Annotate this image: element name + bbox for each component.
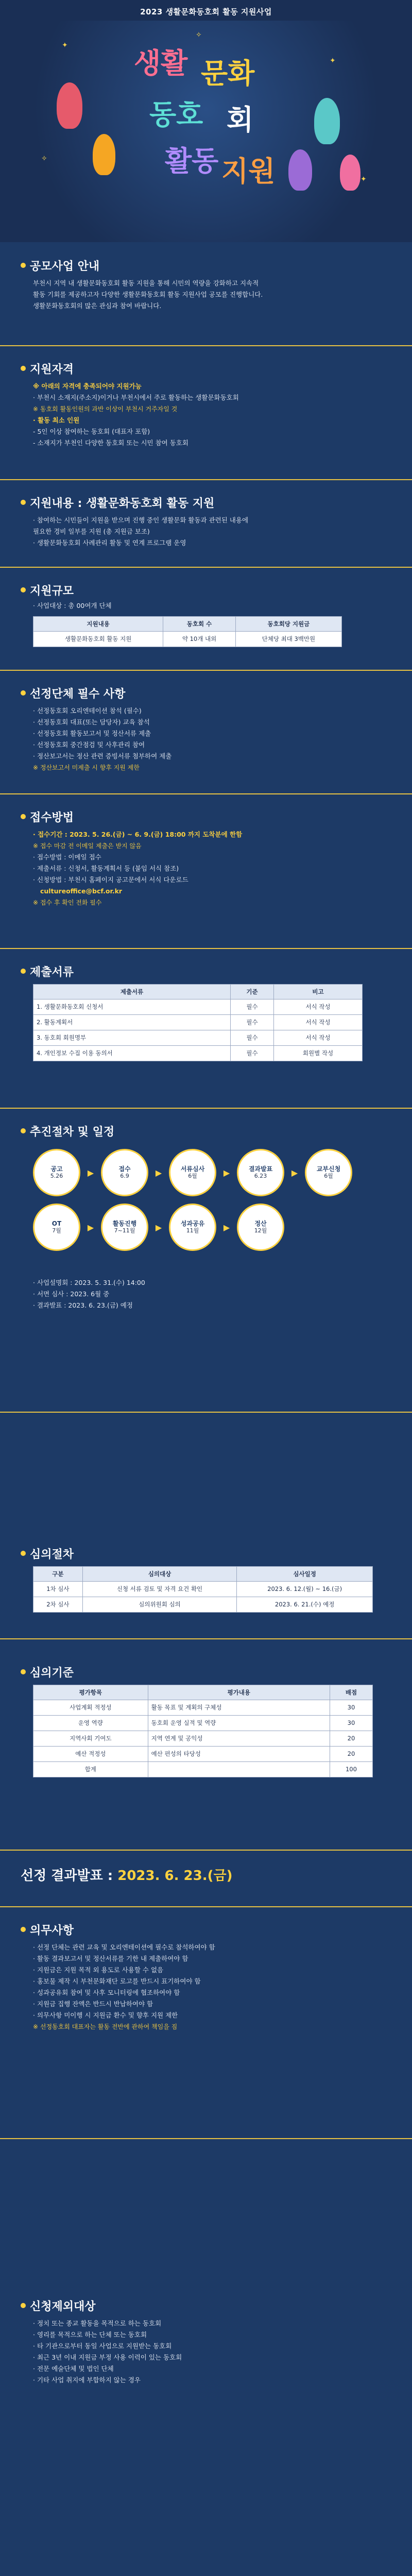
- process-step: 활동진행 7~11월: [101, 1204, 148, 1251]
- section-body: · 접수기간 : 2023. 5. 26.(금) ~ 6. 9.(금) 18:00 까지 도착분에 한함 ※ 접수 마감 전 이메일 제출은 받지 않음 · 접수방법 : 이메일 접수 · 제출서류 : 신청서, 활동계획서 등 (붙임 서식 참조) · 신청방법 : 부천시 홈페이지 공고문에서 서식 다운로드 cultureoffice@bcf.or.kr ※ 접수 후 확인 전화 필수: [33, 829, 383, 909]
- section-body: · 선정동호회 오리엔테이션 참석 (필수) · 선정동호회 대표(또는 담당자) 교육 참석 · 선정동호회 활동보고서 및 정산서류 제출 · 선정동호회 중간점검 및 사후관리 참여 · 정산보고서는 정산 관련 증빙서류 첨부하여 제출 ※ 정산보고서 미제출 시 향후 지원 제한: [33, 707, 172, 771]
- hero-title-word: 회: [227, 103, 254, 136]
- dancer-illustration: [314, 98, 340, 144]
- star-icon: ✦: [330, 57, 336, 65]
- section-body: 부천시 지역 내 생활문화동호회 활동 지원을 통해 시민의 역량을 강화하고 지속적 활동 기회를 제공하고자 다양한 생활문화동호회 활동 지원사업 공모를 진행합니다. 생활문화동호회의 많은 관심과 참여 바랍니다.: [33, 279, 263, 310]
- contact-email-link[interactable]: cultureoffice@bcf.or.kr: [40, 887, 123, 895]
- section-application: [0, 809, 412, 943]
- section-body: · 참여하는 시민들이 지원을 받으며 진행 중인 생활문화 활동과 관련된 내용에 필요한 경비 일부를 지원 (총 지원금 보조) · 생활문화동호회 사례관리 활동 및 연계 프로그램 운영: [33, 516, 249, 547]
- section-obligations: [0, 1922, 412, 2138]
- table-row: 예산 적정성 예산 편성의 타당성 20: [33, 1747, 373, 1762]
- section-title: 지원자격: [30, 363, 74, 376]
- table-row: 3. 동호회 회원명부 필수 서식 작성: [33, 1030, 363, 1046]
- table-header-row: 지원내용 동호회 수 동호회당 지원금: [33, 617, 342, 632]
- table-row: 1. 생활문화동호회 신청서 필수 서식 작성: [33, 999, 363, 1015]
- table-row: 사업계획 적정성 활동 목표 및 계획의 구체성 30: [33, 1700, 373, 1716]
- star-icon: ✧: [41, 155, 47, 163]
- star-icon: ✦: [62, 41, 68, 49]
- hero-top-label: 2023 생활문화동호회 활동 지원사업: [140, 7, 272, 16]
- section-requirements: [0, 685, 412, 788]
- process-step: 서류심사 6월: [169, 1149, 216, 1196]
- section-support-scale: [0, 582, 412, 665]
- section-marker-icon: [21, 500, 26, 505]
- section-divider: [0, 1638, 412, 1639]
- process-step: 접수 6.9: [101, 1149, 148, 1196]
- section-divider: [0, 793, 412, 794]
- section-body: · 선정 단체는 관련 교육 및 오리엔테이션에 필수로 참석하여야 함 · 활동 결과보고서 및 정산서류를 기한 내 제출하여야 함 · 지원금은 지원 목적 외 용도로 사용할 수 없음 · 홍보물 제작 시 부천문화재단 로고를 반드시 표기하여야 함 · 성과공유회 참여 및 사후 모니터링에 협조하여야 함 · 지원금 집행 잔액은 반드시 반납하여야 함 · 의무사항 미이행 시 지원금 환수 및 향후 지원 제한 ※ 선정동호회 대표자는 활동 전반에 관하여 책임을 짐: [33, 1943, 215, 2030]
- star-icon: ✧: [196, 31, 202, 39]
- table-row: 4. 개인정보 수집 이용 동의서 필수 회원별 작성: [33, 1046, 363, 1061]
- section-eligibility: [0, 361, 412, 474]
- table-row: 2. 활동계획서 필수 서식 작성: [33, 1015, 363, 1030]
- documents-table: [33, 984, 363, 1061]
- hero-title-word: 생활: [134, 46, 188, 79]
- section-title: 심의절차: [30, 1548, 74, 1561]
- section-review-criteria: [0, 1664, 412, 1850]
- process-flow: [33, 1149, 383, 1251]
- arrow-right-icon: ▶: [291, 1167, 298, 1178]
- section-divider: [0, 670, 412, 671]
- review-procedure-table: [33, 1566, 373, 1613]
- section-marker-icon: [21, 366, 26, 371]
- process-step: 공고 5.26: [33, 1149, 80, 1196]
- hero-title-word: 동호: [149, 98, 203, 131]
- section-title: 추진절차 및 일정: [30, 1126, 115, 1139]
- process-step: 성과공유 11월: [169, 1204, 216, 1251]
- table-row: 1차 심사 신청 서류 검토 및 자격 요건 확인 2023. 6. 12.(월) ~ 16.(금): [33, 1582, 373, 1597]
- support-scale-table: [33, 616, 342, 647]
- dancer-illustration: [57, 82, 82, 129]
- section-body: · 사업대상 : 총 00여개 단체: [33, 602, 112, 609]
- arrow-right-icon: ▶: [87, 1167, 94, 1178]
- section-support-content: [0, 495, 412, 572]
- section-title: 공모사업 안내: [30, 260, 100, 273]
- process-step: 교부신청 6월: [305, 1149, 352, 1196]
- table-header-row: 구분 심의대상 심사일정: [33, 1567, 373, 1582]
- hero-title: [129, 36, 299, 201]
- section-title: 신청제외대상: [30, 2300, 96, 2313]
- arrow-right-icon: ▶: [155, 1222, 162, 1232]
- section-title: 제출서류: [30, 966, 74, 979]
- section-review-procedure: [0, 1546, 412, 1649]
- section-overview: [0, 258, 412, 345]
- review-criteria-table: [33, 1685, 373, 1777]
- section-title: 접수방법: [30, 811, 74, 824]
- dancer-illustration: [93, 134, 115, 175]
- section-title: 선정단체 필수 사항: [30, 688, 126, 701]
- section-marker-icon: [21, 1669, 26, 1674]
- hero-title-word: 문화: [201, 57, 255, 90]
- section-body: · 사업설명회 : 2023. 5. 31.(수) 14:00 · 서면 심사 : 2023. 6월 중 · 결과발표 : 2023. 6. 23.(금) 예정: [33, 1279, 145, 1309]
- hero-title-word: 지원: [221, 155, 276, 188]
- process-step: OT 7월: [33, 1204, 80, 1251]
- process-step: 정산 12월: [237, 1204, 284, 1251]
- section-marker-icon: [21, 814, 26, 819]
- section-divider: [0, 567, 412, 568]
- section-marker-icon: [21, 1927, 26, 1932]
- table-row: 생활문화동호회 활동 지원 약 10개 내외 단체당 최대 3백만원: [33, 632, 342, 647]
- table-header-row: 평가항목 평가내용 배점: [33, 1685, 373, 1700]
- section-title: 심의기준: [30, 1667, 74, 1680]
- section-exclusions: [0, 2298, 412, 2514]
- section-title: 지원규모: [30, 585, 74, 598]
- arrow-right-icon: ▶: [87, 1222, 94, 1232]
- arrow-right-icon: ▶: [223, 1222, 230, 1232]
- section-marker-icon: [21, 969, 26, 974]
- section-divider: [0, 1412, 412, 1413]
- section-divider: [0, 345, 412, 346]
- arrow-right-icon: ▶: [223, 1167, 230, 1178]
- result-announcement: 선정 결과발표 : 2023. 6. 23.(금): [21, 1868, 233, 1884]
- section-divider: [0, 1906, 412, 1907]
- section-divider: [0, 1108, 412, 1109]
- section-title: 지원내용 : 생활문화동호회 활동 지원: [30, 497, 215, 510]
- table-row: 2차 심사 심의위원회 심의 2023. 6. 21.(수) 예정: [33, 1597, 373, 1613]
- section-title: 의무사항: [30, 1924, 74, 1937]
- section-marker-icon: [21, 1551, 26, 1556]
- star-icon: ✦: [360, 175, 367, 183]
- section-divider: [0, 948, 412, 949]
- table-row: 운영 역량 동호회 운영 실적 및 역량 30: [33, 1716, 373, 1731]
- section-divider: [0, 2138, 412, 2139]
- section-body: ※ 아래의 자격에 충족되어야 지원가능 · 부천시 소재지(주소지)이거나 부천시에서 주로 활동하는 생활문화동호회 ※ 동호회 활동인원의 과반 이상이 부천시 거주자일 것 · 활동 최소 인원 - 5인 이상 참여하는 동호회 (대표자 포함) - 소재지가 부천인 다양한 동호회 또는 시민 참여 동호회: [33, 382, 239, 447]
- section-divider: [0, 479, 412, 480]
- hero-banner: [0, 0, 412, 242]
- table-total-row: 합계 100: [33, 1762, 373, 1777]
- process-step: 결과발표 6.23: [237, 1149, 284, 1196]
- arrow-right-icon: ▶: [155, 1167, 162, 1178]
- section-body: · 정치 또는 종교 활동을 목적으로 하는 동호회 · 영리를 목적으로 하는 단체 또는 동호회 · 타 기관으로부터 동일 사업으로 지원받는 동호회 · 최근 3년 이내 지원금 부정 사용 이력이 있는 동호회 · 전문 예술단체 및 법인 단체 · 기타 사업 취지에 부합하지 않는 경우: [33, 2319, 182, 2384]
- table-row: 지역사회 기여도 지역 연계 및 공익성 20: [33, 1731, 373, 1747]
- section-marker-icon: [21, 1128, 26, 1133]
- section-marker-icon: [21, 2303, 26, 2308]
- section-marker-icon: [21, 263, 26, 268]
- section-documents: [0, 963, 412, 1118]
- table-header-row: 제출서류 기준 비고: [33, 985, 363, 999]
- section-process: [0, 1123, 412, 1412]
- section-divider: [0, 1850, 412, 1851]
- section-marker-icon: [21, 587, 26, 592]
- section-marker-icon: [21, 690, 26, 696]
- dancer-illustration: [340, 155, 360, 191]
- hero-title-word: 활동: [165, 144, 219, 177]
